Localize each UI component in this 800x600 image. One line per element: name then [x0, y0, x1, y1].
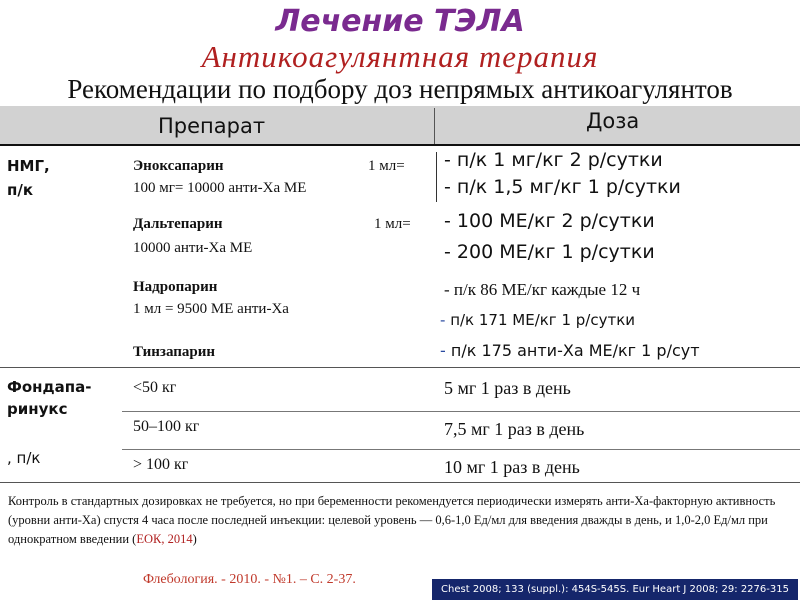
column-header-dose: Доза [586, 109, 640, 133]
dalteparin-dose-2: - 200 МЕ/кг 1 р/сутки [444, 241, 655, 263]
section-divider [0, 367, 800, 368]
dose-bullet: - [440, 311, 446, 329]
dalteparin-conc-a: 1 мл= [374, 216, 411, 232]
enoxaparin-conc-a: 1 мл= [368, 158, 405, 174]
main-title: Лечение ТЭЛА [275, 4, 525, 39]
fonda-dose-2: 7,5 мг 1 раз в день [444, 419, 585, 439]
footnote-close: ) [192, 532, 197, 546]
nadroparin-conc: 1 мл = 9500 МЕ анти-Ха [133, 301, 289, 317]
group-fonda-line3: , п/к [7, 449, 41, 467]
dose-bullet: - [440, 341, 446, 360]
fonda-dose-1: 5 мг 1 раз в день [444, 378, 571, 398]
table-header [0, 106, 800, 146]
group-lmwh-line2: п/к [7, 181, 34, 199]
nadroparin-dose-2 [440, 311, 635, 329]
enoxaparin-dose-bar [436, 152, 437, 202]
subtitle: Антикоагулянтная терапия [201, 39, 599, 74]
heading: Рекомендации по подбору доз непрямых антикоагулянтов [67, 74, 733, 104]
drug-tinzaparin: Тинзапарин [133, 344, 216, 360]
footnote-source: ЕОК, 2014 [136, 532, 193, 546]
enoxaparin-dose-2: - п/к 1,5 мг/кг 1 р/сутки [444, 176, 681, 198]
row-divider [122, 449, 800, 450]
fonda-weight-3: > 100 кг [133, 456, 189, 473]
reference-box: Chest 2008; 133 (suppl.): 454S-545S. Eur Heart J 2008; 29: 2276-315 [432, 579, 798, 600]
nadroparin-dose-1: - п/к 86 МЕ/кг каждые 12 ч [444, 280, 641, 299]
footnote [8, 492, 798, 549]
enoxaparin-dose-1: - п/к 1 мг/кг 2 р/сутки [444, 149, 663, 171]
header-divider [434, 108, 435, 144]
drug-enoxaparin: Эноксапарин [133, 158, 224, 174]
group-fonda-line1: Фондапа- [7, 378, 92, 396]
tinzaparin-dose-text: п/к 175 анти-Ха МЕ/кг 1 р/сут [445, 341, 700, 360]
drug-nadroparin: Надропарин [133, 279, 218, 295]
fonda-dose-3: 10 мг 1 раз в день [444, 457, 580, 477]
enoxaparin-conc-b: 100 мг= 10000 анти-Ха МЕ [133, 180, 307, 196]
fonda-weight-2: 50–100 кг [133, 418, 200, 435]
group-lmwh-line1: НМГ, [7, 157, 50, 175]
drug-dalteparin: Дальтепарин [133, 216, 223, 232]
column-header-drug: Препарат [158, 114, 266, 138]
fonda-weight-1: <50 кг [133, 379, 177, 396]
row-divider [122, 411, 800, 412]
table-bottom-border [0, 482, 800, 483]
dalteparin-conc-b: 10000 анти-Ха МЕ [133, 240, 253, 256]
citation: Флебология. - 2010. - №1. – С. 2-37. [143, 572, 356, 587]
group-fonda-line2: ринукс [7, 400, 68, 418]
nadroparin-dose-2-text: п/к 171 МЕ/кг 1 р/сутки [445, 311, 636, 329]
tinzaparin-dose [440, 341, 700, 360]
dalteparin-dose-1: - 100 МЕ/кг 2 р/сутки [444, 210, 655, 232]
footnote-text: Контроль в стандартных дозировках не требуется, но при беременности рекомендуется периодически измерять анти-Ха-факторную активность (уровни анти-Ха) спустя 4 часа после последней инъекции: целевой уровень — 0,6-1,0 Ед/мл для введения дважды в день, и 1,0-2,0 Ед/мл при однократном введении ( [8, 494, 776, 546]
